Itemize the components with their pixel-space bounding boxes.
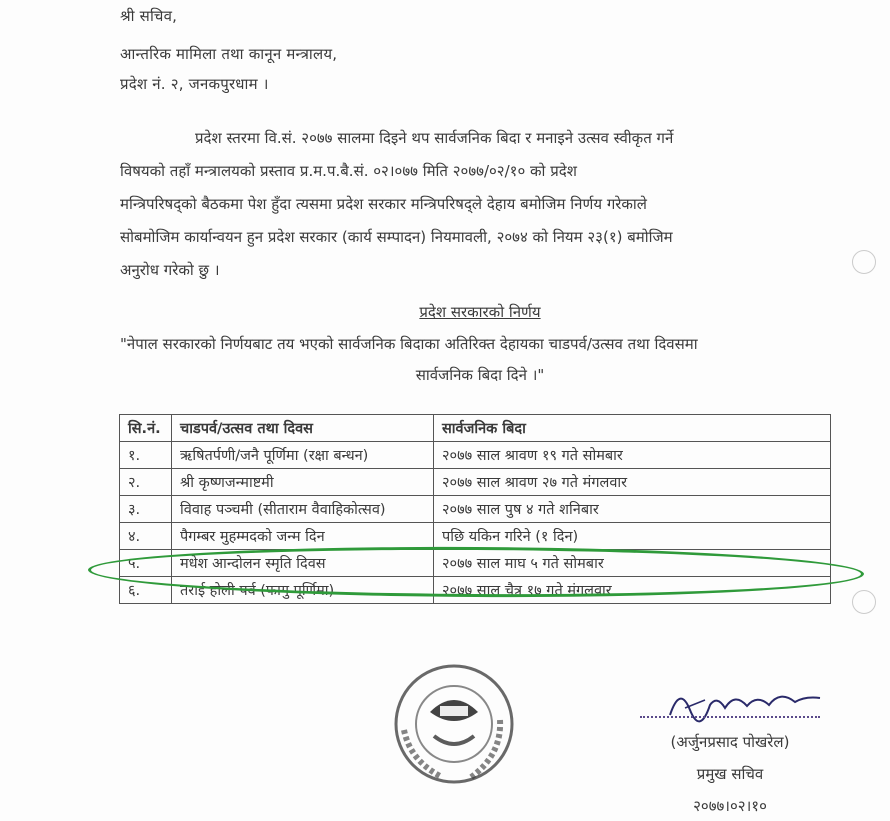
row-holiday: २०७७ साल माघ ५ गते सोमबार (434, 550, 831, 577)
row-festival: तराई होली पर्व (फागु पूर्णिमा) (172, 577, 434, 604)
row-sn: १. (120, 442, 172, 469)
row-sn: २. (120, 469, 172, 496)
signature-scribble (655, 680, 835, 725)
table-row (120, 496, 831, 523)
row-festival: श्री कृष्णजन्माष्टमी (172, 469, 434, 496)
signature-date: २०७७।०२।१० (693, 797, 767, 815)
table-row (120, 442, 831, 469)
address-line-3: प्रदेश नं. २, जनकपुरधाम । (120, 75, 269, 93)
decision-text-line-1: "नेपाल सरकारको निर्णयबाट तय भएको सार्वजनिक बिदाका अतिरिक्त देहायका चाडपर्व/उत्सव तथा दिवसमा (120, 335, 698, 353)
paragraph-line: विषयको तहाँ मन्त्रालयको प्रस्ताव प्र.म.प.बै.सं. ०२।०७७ मिति २०७७/०२/१० को प्रदेश (120, 162, 577, 180)
table-header-row (120, 415, 831, 442)
signatory-name: (अर्जुनप्रसाद पोखरेल) (670, 733, 790, 751)
header-festival: चाडपर्व/उत्सव तथा दिवस (172, 415, 434, 442)
table-row (120, 469, 831, 496)
row-festival: मधेश आन्दोलन स्मृति दिवस (172, 550, 434, 577)
address-line-1: श्री सचिव, (120, 7, 178, 25)
decision-heading: प्रदेश सरकारको निर्णय (419, 303, 541, 321)
header-sn: सि.नं. (120, 415, 172, 442)
punch-hole-mark (852, 250, 876, 274)
row-sn: ३. (120, 496, 172, 523)
paragraph-line: मन्त्रिपरिषद्को बैठकमा पेश हुँदा त्यसमा प्रदेश सरकार मन्त्रिपरिषद्ले देहाय बमोजिम निर्णय गरेकाले (120, 195, 647, 213)
punch-hole-mark (852, 590, 876, 614)
signatory-title: प्रमुख सचिव (696, 765, 764, 783)
official-stamp (390, 660, 518, 788)
paragraph-line: सोबमोजिम कार्यान्वयन हुन प्रदेश सरकार (कार्य सम्पादन) नियमावली, २०७४ को नियम २३(१) बमोजिम (120, 228, 673, 246)
row-festival: विवाह पञ्चमी (सीताराम वैवाहिकोत्सव) (172, 496, 434, 523)
row-sn: ४. (120, 523, 172, 550)
header-holiday: सार्वजनिक बिदा (434, 415, 831, 442)
signature-dotted-line (640, 716, 820, 718)
row-holiday: २०७७ साल पुष ४ गते शनिबार (434, 496, 831, 523)
row-holiday: २०७७ साल श्रावण २७ गते मंगलवार (434, 469, 831, 496)
paragraph-line: प्रदेश स्तरमा वि.सं. २०७७ सालमा दिइने थप सार्वजनिक बिदा र मनाइने उत्सव स्वीकृत गर्ने (195, 129, 674, 147)
table-row (120, 523, 831, 550)
row-holiday: २०७७ साल श्रावण १९ गते सोमबार (434, 442, 831, 469)
address-line-2: आन्तरिक मामिला तथा कानून मन्त्रालय, (120, 45, 338, 63)
row-festival: ऋषितर्पणी/जनै पूर्णिमा (रक्षा बन्धन) (172, 442, 434, 469)
row-sn: ५. (120, 550, 172, 577)
row-sn: ६. (120, 577, 172, 604)
row-festival: पैगम्बर मुहम्मदको जन्म दिन (172, 523, 434, 550)
row-holiday: पछि यकिन गरिने (१ दिन) (434, 523, 831, 550)
body-paragraph (120, 122, 840, 287)
row-holiday: २०७७ साल चैत्र १७ गते मंगलवार (434, 577, 831, 604)
decision-text-line-2: सार्वजनिक बिदा दिने ।" (415, 366, 545, 384)
paragraph-line: अनुरोध गरेको छु । (120, 261, 220, 279)
